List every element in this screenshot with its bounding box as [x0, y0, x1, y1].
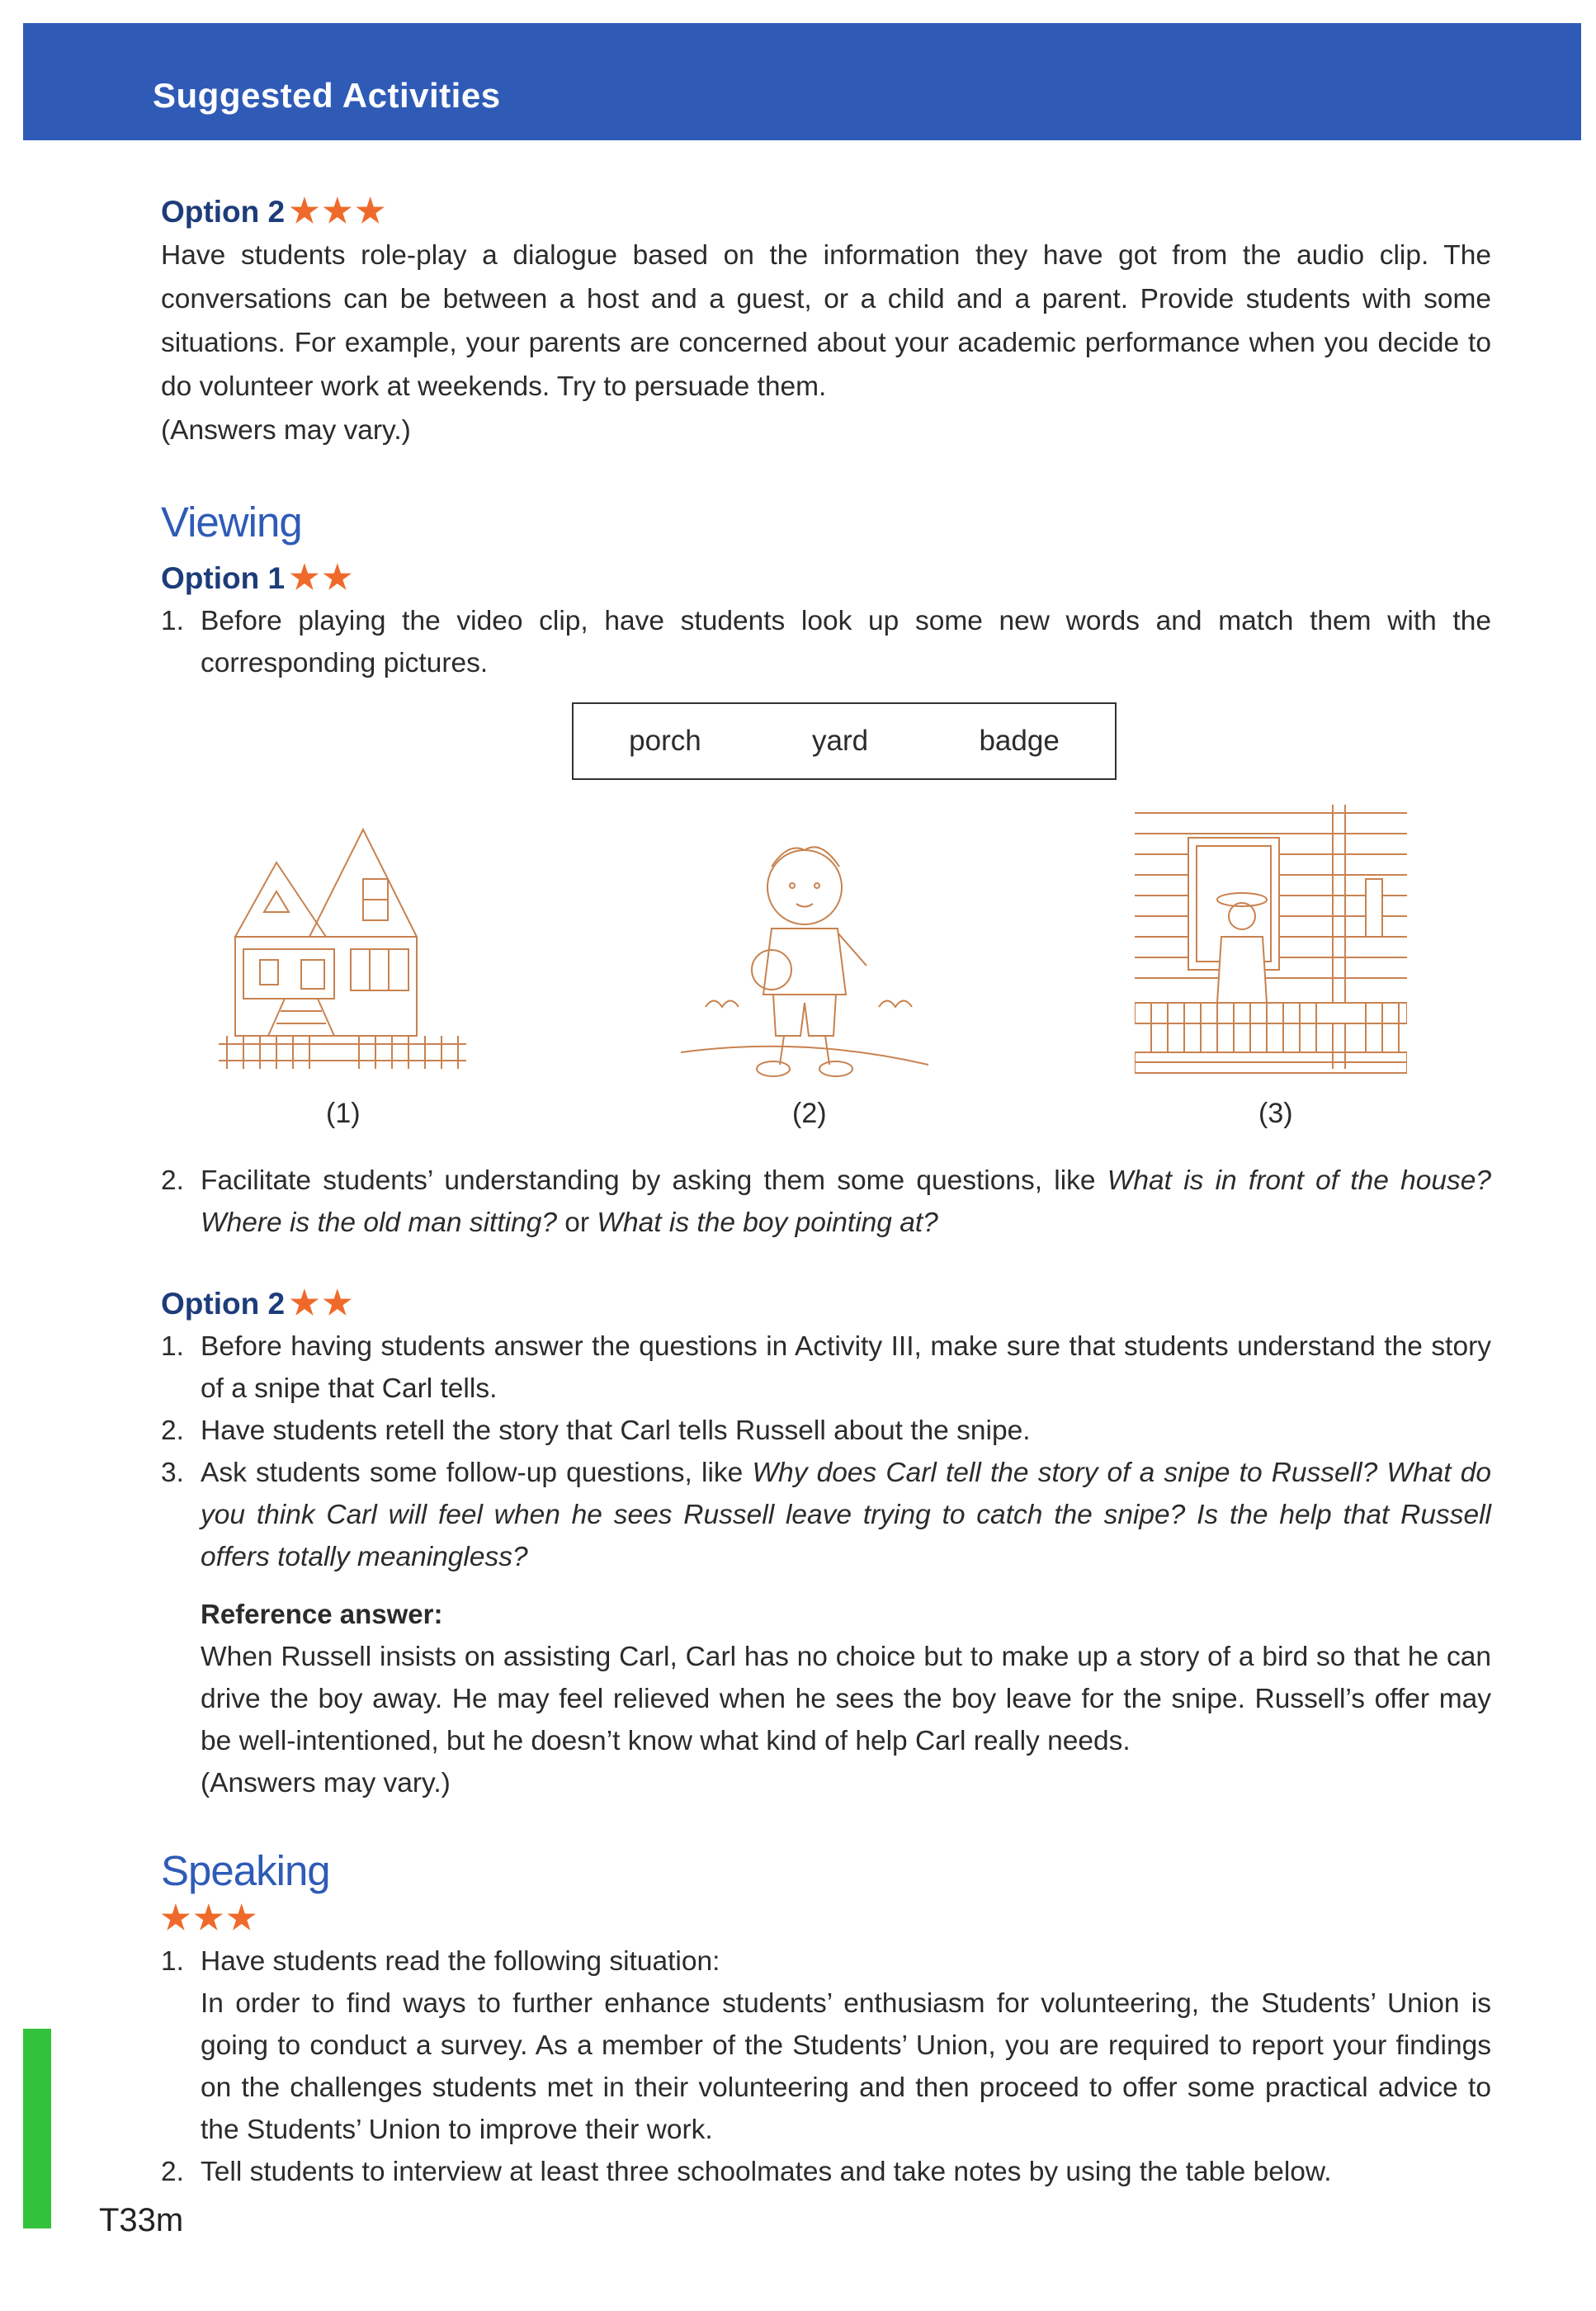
porch-illustration: [1135, 805, 1407, 1085]
picture-row: [161, 813, 1491, 1160]
content: [161, 190, 1491, 2193]
word-yard: yard: [812, 725, 869, 757]
question-text: What is in front of the house? Where is the old man sitting?: [201, 1165, 1491, 1238]
answers-note: (Answers may vary.): [201, 1768, 451, 1798]
option-heading: [161, 190, 1491, 234]
house-illustration: [219, 813, 466, 1085]
list-item: [161, 600, 1491, 684]
option-heading: [161, 1282, 1491, 1326]
caption-2: (2): [792, 1098, 827, 1129]
caption-3: (3): [1258, 1098, 1293, 1129]
star-rating-icon: ★★: [290, 1285, 356, 1321]
option-label: Option 1: [161, 561, 286, 595]
star-rating-icon: ★★★: [161, 1900, 260, 1936]
reference-answer: [161, 1593, 1491, 1804]
item-text: Tell students to interview at least three schoolmates and take notes by using the table below.: [201, 2157, 1332, 2187]
speaking-stars: [161, 1897, 1491, 1940]
list-item: [161, 2151, 1491, 2193]
item-text: Before playing the video clip, have students look up some new words and match them with the corresponding pictures.: [201, 606, 1491, 678]
option-label: Option 2: [161, 195, 286, 229]
word-porch: porch: [629, 725, 701, 757]
page-number: T33m: [99, 2202, 184, 2238]
list-item: [161, 1452, 1491, 1578]
side-color-bar: [23, 2029, 51, 2228]
connector-text: or: [556, 1207, 597, 1238]
star-rating-icon: ★★: [290, 560, 356, 596]
viewing-option1-list-cont: [161, 1160, 1491, 1244]
situation-text: In order to find ways to further enhance students’ enthusiasm for volunteering, the Students’ Union is going to conduct a survey. As a member of the Students’ Union, you are required to report your findings on the challenges students met in their volunteering and then proceed to offer some practical advice to the Students’ Union to improve their work.: [201, 1988, 1491, 2145]
item-number: 1.: [161, 1331, 184, 1362]
item-text: Have students retell the story that Carl tells Russell about the snipe.: [201, 1415, 1031, 1446]
reference-answer-label: Reference answer:: [201, 1599, 443, 1629]
list-item: [161, 1940, 1491, 2151]
speaking-list: [161, 1940, 1491, 2193]
item-number: 2.: [161, 1415, 184, 1446]
item-number: 3.: [161, 1458, 184, 1488]
section-title-speaking: Speaking: [161, 1847, 330, 1894]
question-text: Why does Carl tell the story of a snipe to Russell? What do you think Carl will feel when he sees Russell leave trying to catch the snipe? Is the help that Russell offers totally meaningless?: [201, 1458, 1491, 1572]
word-box: [572, 702, 1117, 780]
star-rating-icon: ★★★: [290, 193, 389, 229]
list-item: [161, 1410, 1491, 1452]
viewing-option2-list: [161, 1326, 1491, 1578]
caption-1: (1): [326, 1098, 361, 1129]
option-heading: [161, 556, 1491, 600]
item-number: 2.: [161, 1165, 184, 1196]
option-text: Have students role-play a dialogue based on the information they have got from the audio clip. The conversations can be between a host and a guest, or a child and a parent. Provide students with some situations. For example, your parents are concerned about your academic performance when you decide to do volunteer work at weekends. Try to persuade them.: [161, 240, 1491, 402]
item-number: 1.: [161, 1946, 184, 1977]
item-number: 2.: [161, 2157, 184, 2187]
word-badge: badge: [979, 725, 1060, 757]
question-text: What is the boy pointing at?: [597, 1207, 938, 1238]
viewing-option1-list: [161, 600, 1491, 684]
item-number: 1.: [161, 606, 184, 636]
page-header-title: Suggested Activities: [153, 76, 501, 115]
reference-answer-text: When Russell insists on assisting Carl, Carl has no choice but to make up a story of a bird so that he can drive the boy away. He may feel relieved when he sees the boy leave for the snipe. Russell’s offer may be well-intentioned, but he doesn’t know what kind of help Carl really needs.: [201, 1642, 1491, 1756]
answers-note: (Answers may vary.): [161, 415, 411, 446]
item-text: Before having students answer the questions in Activity III, make sure that students understand the story of a snipe that Carl tells.: [201, 1331, 1491, 1404]
item-text: Facilitate students’ understanding by asking them some questions, like: [201, 1165, 1107, 1196]
item-text: Have students read the following situation:: [201, 1946, 720, 1977]
item-text: Ask students some follow-up questions, like: [201, 1458, 753, 1488]
list-item: [161, 1160, 1491, 1244]
option-label: Option 2: [161, 1287, 286, 1321]
list-item: [161, 1326, 1491, 1410]
section-title-viewing: Viewing: [161, 499, 302, 546]
boy-illustration: [681, 829, 928, 1094]
